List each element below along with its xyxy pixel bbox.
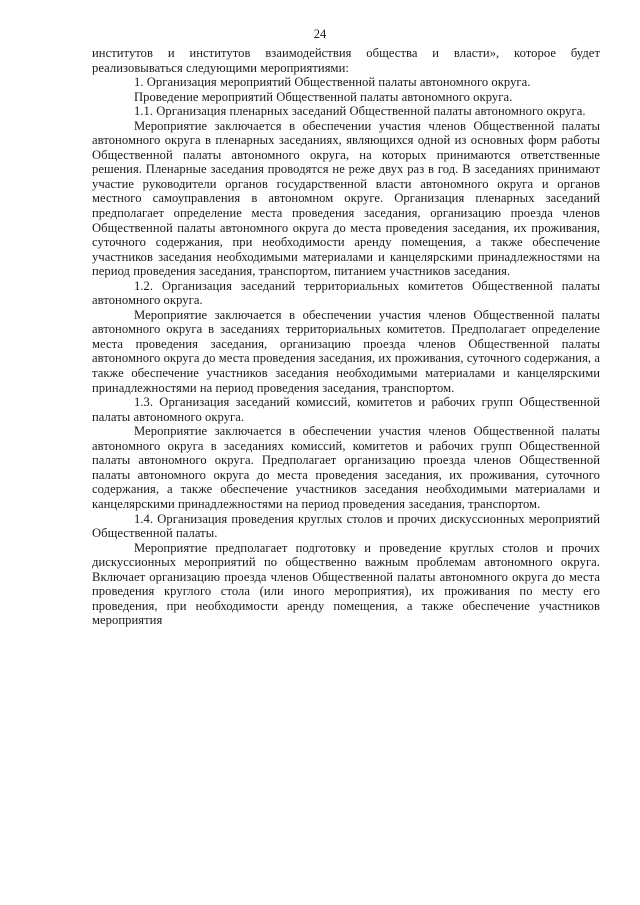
- heading-item-1: 1. Организация мероприятий Общественной палаты автономного округа.: [134, 75, 531, 90]
- heading-item-1-4: 1.4. Организация проведения круглых столов и прочих дискуссионных мероприятий Общественной палаты.: [92, 511, 600, 541]
- document-body: [92, 46, 600, 628]
- page-number: 24: [313, 27, 327, 41]
- paragraph-round-tables: Мероприятие предполагает подготовку и проведение круглых столов и прочих дискуссионных мероприятий по общественно важным проблемам автономного округа. Включает организацию проезда членов Общественной палаты автономного округа до места проведения круглого стола (или иного мероприятия), их проживания по месту его проведения, при необходимости аренду помещения, а также обеспечение участников мероприятия: [92, 540, 600, 628]
- heading-item-1-3: 1.3. Организация заседаний комиссий, комитетов и рабочих групп Общественной палаты автономного округа.: [92, 395, 600, 424]
- paragraph-commissions: Мероприятие заключается в обеспечении участия членов Общественной палаты автономного округа в заседаниях комиссий, комитетов и рабочих групп Общественной палаты автономного округа. Предполагает организацию проезда членов Общественной палаты автономного округа до места проведения заседания, их проживания, суточного содержания, а также обеспечение участников заседания необходимыми материалами и канцелярскими принадлежностями на период проведения заседания, транспортом.: [92, 424, 600, 511]
- paragraph-events: Проведение мероприятий Общественной палаты автономного округа.: [134, 89, 513, 104]
- paragraph-plenary: Мероприятие заключается в обеспечении участия членов Общественной палаты автономного округа в пленарных заседаниях, являющихся одной из основных форм работы Общественной палаты автономного округа, на которых принимаются ответственные решения. Пленарные заседания проводятся не реже двух раз в год. В заседаниях принимают участие руководители органов государственной власти автономного округа и органов местного самоуправления в автономном округе. Организация пленарных заседаний предполагает определение места проведения заседания, организацию проезда членов Общественной палаты автономного округа до места проведения заседания, их проживания, суточного содержания, при необходимости аренду помещения, а также обеспечение участников заседания необходимыми материалами и канцелярскими принадлежностями на период проведения заседания, транспортом, питанием участников заседания.: [92, 118, 600, 279]
- paragraph-territorial: Мероприятие заключается в обеспечении участия членов Общественной палаты автономного округа в заседаниях территориальных комитетов. Предполагает определение места проведения заседания, организацию проезда членов Общественной палаты автономного округа до места проведения заседания, их проживания, суточного содержания, а также обеспечение участников заседания необходимыми материалами и канцелярскими принадлежностями на период проведения заседания, транспортом.: [92, 307, 600, 395]
- heading-item-1-2: 1.2. Организация заседаний территориальных комитетов Общественной палаты автономного округа.: [92, 278, 600, 308]
- paragraph-continuation: институтов и институтов взаимодействия общества и власти», которое будет реализовываться следующими мероприятиями:: [92, 46, 600, 75]
- heading-item-1-1: 1.1. Организация пленарных заседаний Общественной палаты автономного округа.: [134, 104, 586, 119]
